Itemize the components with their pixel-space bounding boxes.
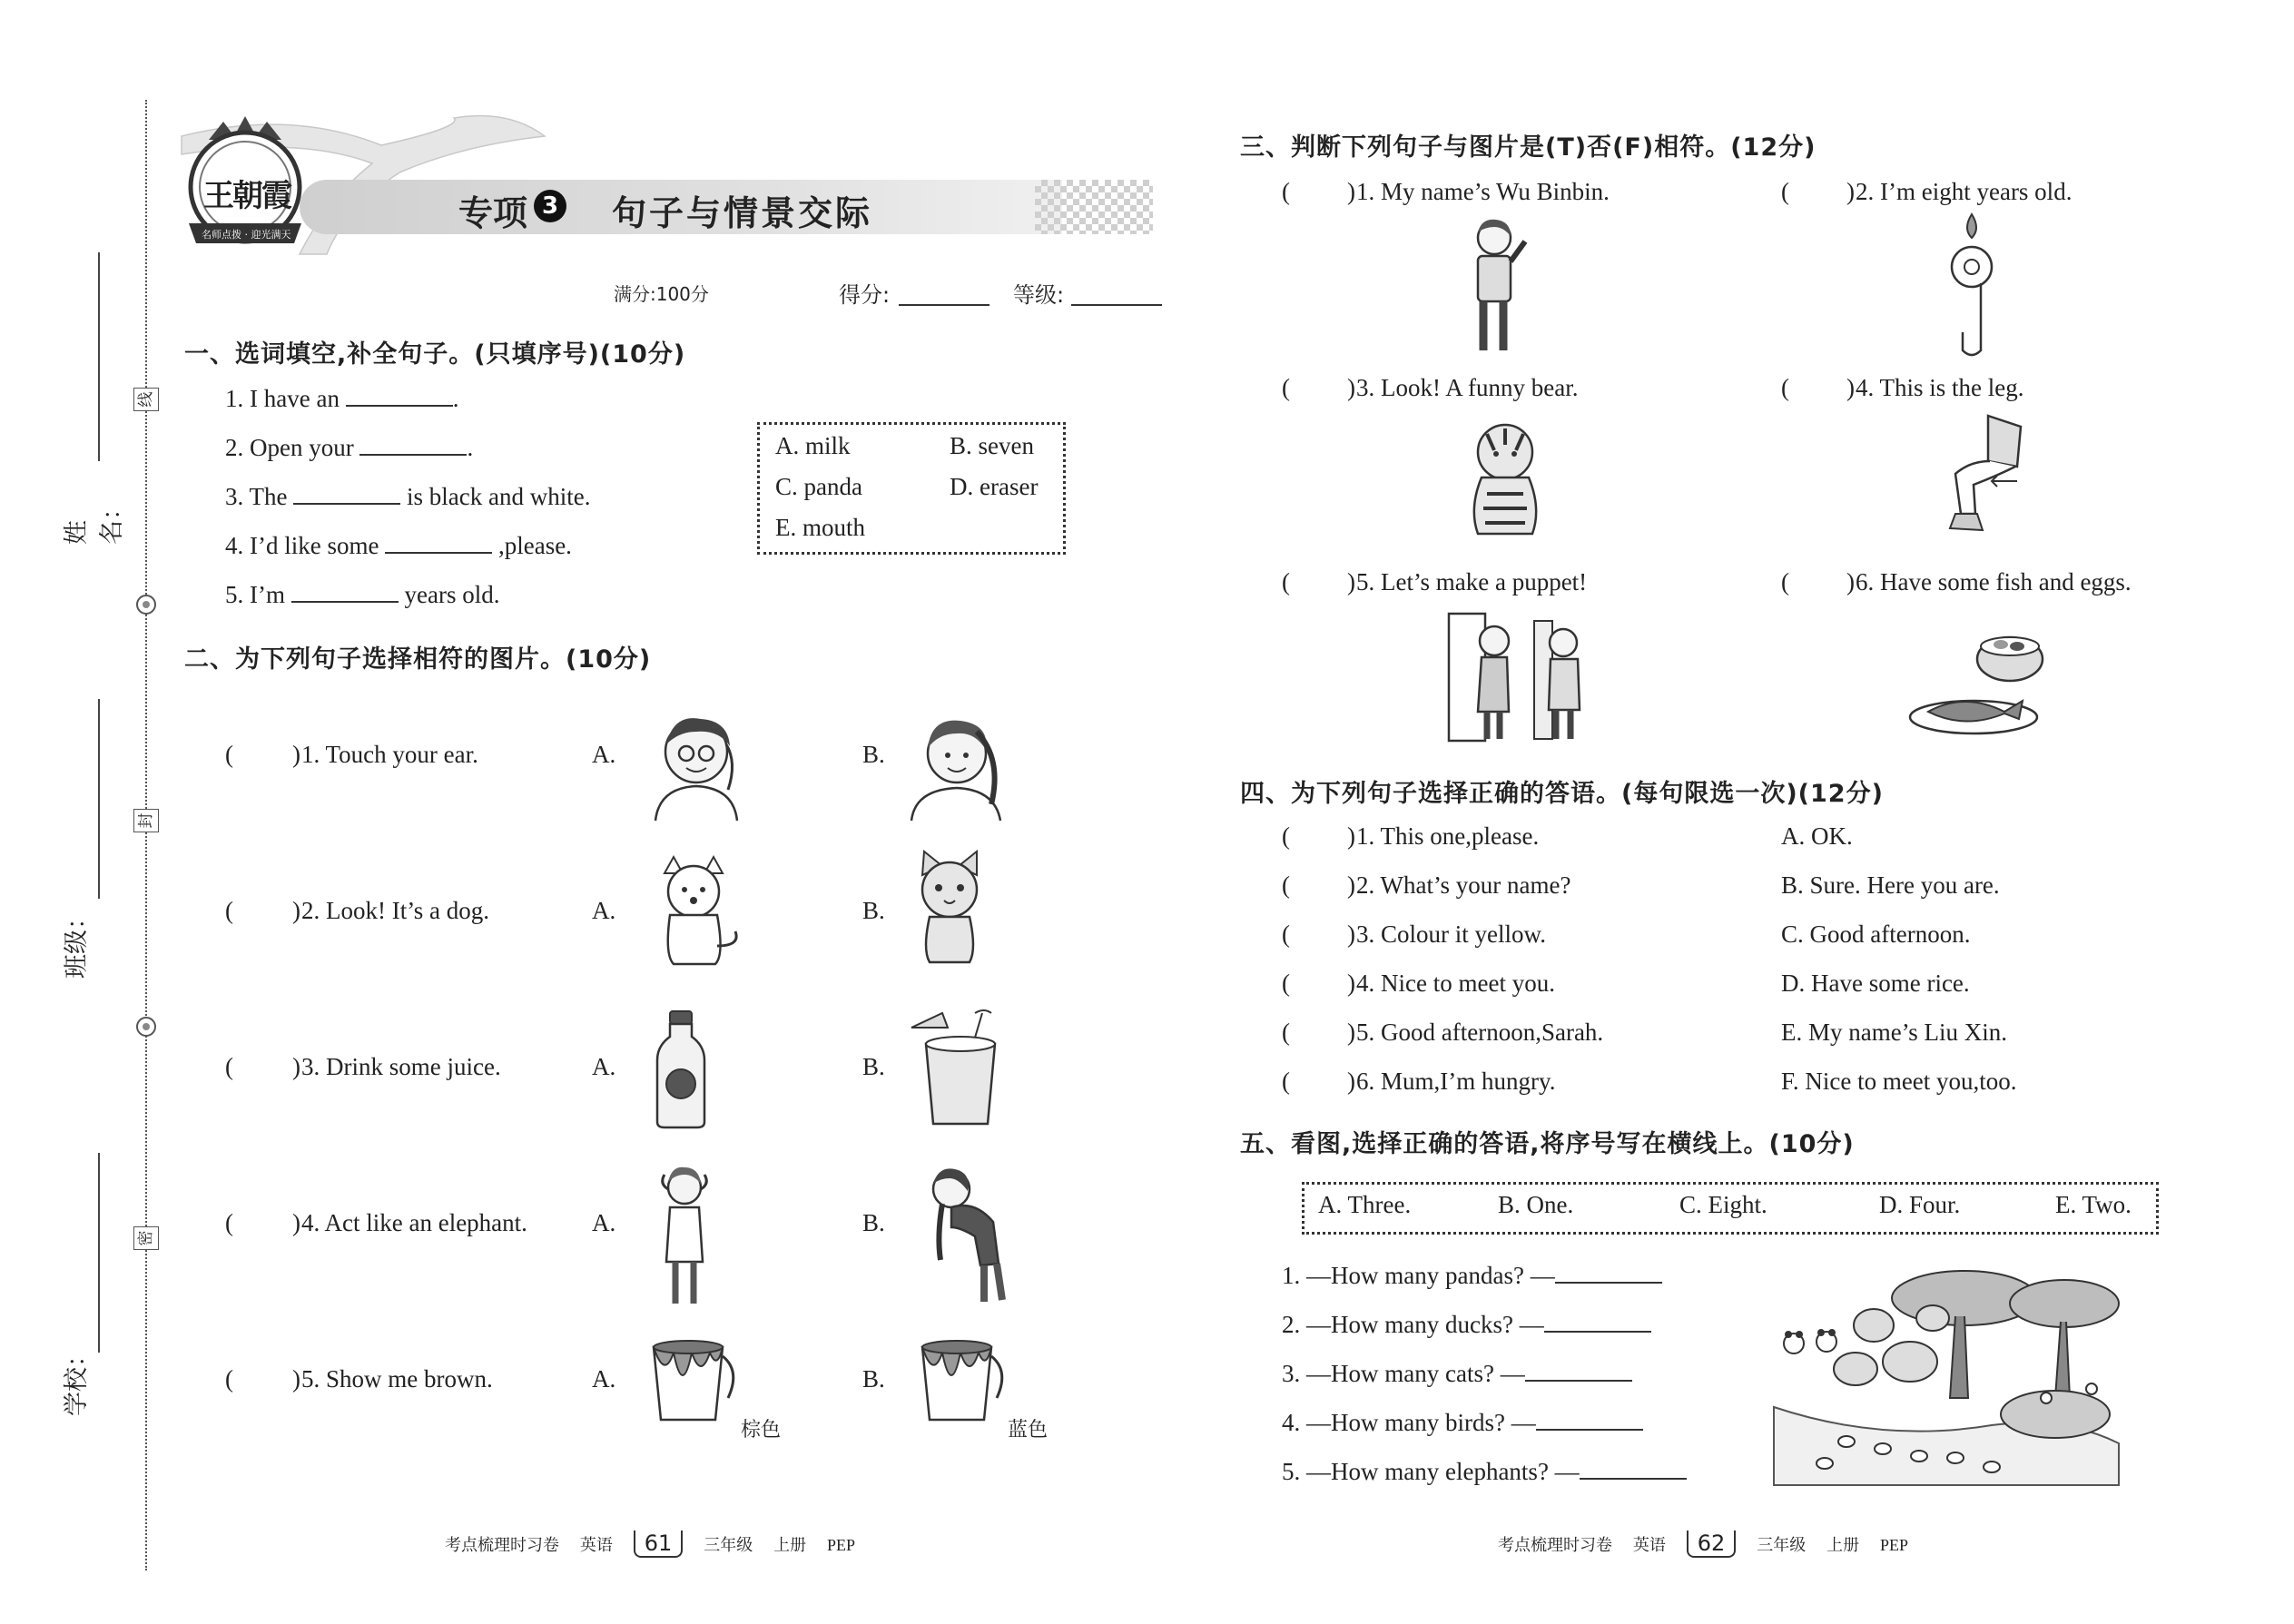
grade-label: 等级: (1013, 282, 1065, 308)
s1-item-5 (225, 581, 499, 609)
s3-lparen: ( (1282, 568, 1290, 595)
s1-item-text: 5. I’m (225, 581, 285, 608)
s4-question: 6. Mum,I’m hungry. (1356, 1068, 1556, 1095)
s5-question-5 (1282, 1458, 1687, 1486)
footer-grade: 三年级 (1757, 1536, 1807, 1555)
s1-item-4 (225, 532, 572, 560)
s5-answer-blank[interactable] (1555, 1262, 1662, 1284)
s1-option: D. eraser (950, 473, 1039, 500)
s3-lparen: ( (1282, 374, 1290, 401)
s1-item-1 (225, 385, 458, 413)
class-label: 班级： (63, 905, 91, 979)
topic-label: 专项 (458, 193, 528, 233)
s5-question-text: 4. —How many birds? — (1282, 1409, 1536, 1436)
s5-answer-blank[interactable] (1544, 1311, 1651, 1333)
s2-lparen: ( (225, 1365, 233, 1393)
s4-question: 1. This one,please. (1356, 822, 1540, 850)
s2-rparen: ) (292, 1365, 300, 1393)
tiger-picture (1451, 418, 1560, 539)
s2-item-text: 2. Look! It’s a dog. (301, 897, 489, 924)
footer-series: 考点梳理时习卷 (445, 1536, 559, 1555)
s3-lparen: ( (1781, 178, 1789, 205)
s4-answer-slot[interactable] (1295, 868, 1347, 899)
dog-picture (646, 855, 741, 968)
section3-heading: 三、判断下列句子与图片是(T)否(F)相符。(12分) (1240, 133, 1816, 162)
s1-option: C. panda (775, 473, 862, 500)
footer-subject: 英语 (1632, 1536, 1666, 1555)
s3-item-text: 2. I’m eight years old. (1856, 178, 2072, 205)
s4-lparen: ( (1282, 1019, 1290, 1046)
boy-elephant-picture (915, 1164, 1015, 1305)
s2-answer-slot[interactable] (238, 1049, 292, 1080)
s3-lparen: ( (1282, 178, 1290, 205)
s3-answer-slot[interactable] (1794, 370, 1846, 401)
paint-bucket-icon (915, 1334, 1015, 1425)
s1-item-2 (225, 434, 473, 462)
s5-question-3 (1282, 1360, 1632, 1388)
header-banner (163, 100, 1162, 272)
section5-heading: 五、看图,选择正确的答语,将序号写在横线上。(10分) (1240, 1130, 1855, 1158)
s1-item-text: ,please. (497, 532, 572, 559)
s4-answer-slot[interactable] (1295, 1015, 1347, 1046)
s2-answer-slot[interactable] (238, 1362, 292, 1393)
s2-answer-slot[interactable] (238, 893, 292, 924)
footer-right (1498, 1530, 1908, 1558)
s3-rparen: ) (1846, 178, 1855, 205)
s3-rparen: ) (1347, 374, 1355, 401)
s4-answer-option: B. Sure. Here you are. (1781, 871, 2000, 899)
leg-picture (1934, 416, 2024, 537)
s4-answer-option: C. Good afternoon. (1781, 920, 1971, 948)
s3-answer-slot[interactable] (1295, 565, 1347, 595)
s2-lparen: ( (225, 741, 233, 768)
s4-rparen: ) (1347, 871, 1355, 899)
s3-lparen: ( (1781, 568, 1789, 595)
s2-item-text: 5. Show me brown. (301, 1365, 493, 1393)
s5-question-text: 5. —How many elephants? — (1282, 1458, 1580, 1485)
s4-rparen: ) (1347, 822, 1355, 850)
footer-term: 上册 (1826, 1536, 1860, 1555)
s5-question-text: 1. —How many pandas? — (1282, 1262, 1555, 1289)
s2-rparen: ) (292, 1209, 300, 1236)
s4-rparen: ) (1347, 969, 1355, 997)
s1-item-text: 4. I’d like some (225, 532, 379, 559)
s4-rparen: ) (1347, 1019, 1355, 1046)
s3-answer-slot[interactable] (1794, 565, 1846, 595)
logo-ribbon-text: 名师点拨 · 迎光满天 (202, 229, 291, 241)
s5-question-1 (1282, 1262, 1662, 1290)
s1-answer-blank[interactable] (346, 385, 453, 407)
grade-field[interactable] (1071, 304, 1162, 306)
s2-lparen: ( (225, 897, 233, 924)
s2-rparen: ) (292, 741, 300, 768)
s3-item-text: 4. This is the leg. (1856, 374, 2024, 401)
s3-answer-slot[interactable] (1295, 174, 1347, 205)
s4-answer-slot[interactable] (1295, 819, 1347, 850)
s4-answer-option: E. My name’s Liu Xin. (1781, 1019, 2007, 1046)
class-field[interactable] (98, 699, 100, 899)
s5-answer-blank[interactable] (1525, 1360, 1632, 1382)
s2-item-text: 4. Act like an elephant. (301, 1209, 527, 1236)
checker-pattern (1035, 180, 1153, 234)
s3-answer-slot[interactable] (1794, 174, 1846, 205)
s4-question: 2. What’s your name? (1356, 871, 1571, 899)
animal-scene-picture (1774, 1262, 2119, 1485)
footer-page-number: 61 (634, 1530, 684, 1558)
seal-mark-close: 密 (133, 1226, 159, 1250)
paint-color-label-b: 蓝色 (1008, 1419, 1049, 1442)
footer-edition: PEP (827, 1536, 856, 1554)
s3-item-text: 1. My name’s Wu Binbin. (1356, 178, 1610, 205)
school-label: 学校： (63, 1343, 91, 1416)
s5-option: C. Eight. (1679, 1191, 1767, 1218)
s4-rparen: ) (1347, 920, 1355, 948)
s2-label-b: B. (862, 741, 885, 768)
s2-answer-slot[interactable] (238, 1206, 292, 1236)
s1-item-text: . (452, 385, 459, 412)
s5-option: A. Three. (1318, 1191, 1412, 1218)
s2-label-a: A. (592, 1053, 616, 1080)
s2-label-a: A. (592, 1365, 616, 1393)
school-field[interactable] (98, 1153, 100, 1353)
name-field[interactable] (98, 252, 100, 461)
s2-lparen: ( (225, 1053, 233, 1080)
paint-color-label-a: 棕色 (741, 1419, 782, 1442)
s5-option: E. Two. (2055, 1191, 2132, 1218)
footer-term: 上册 (773, 1536, 807, 1555)
s4-lparen: ( (1282, 969, 1290, 997)
section1-heading: 一、选词填空,补全句子。(只填序号)(10分) (184, 340, 686, 369)
s3-rparen: ) (1846, 568, 1855, 595)
footer-left (445, 1530, 855, 1558)
boy-waving-picture (1465, 214, 1538, 358)
s2-label-b: B. (862, 1053, 885, 1080)
s5-question-2 (1282, 1311, 1651, 1339)
s4-answer-option: D. Have some rice. (1781, 969, 1970, 997)
s1-item-3 (225, 483, 590, 511)
s1-option: E. mouth (775, 514, 865, 541)
full-score: 满分:100分 (614, 283, 709, 305)
topic-number-badge: 3 (534, 190, 566, 222)
binding-circle-icon (134, 1015, 158, 1038)
footer-grade: 三年级 (704, 1536, 753, 1555)
s4-answer-slot[interactable] (1295, 917, 1347, 948)
s2-label-a: A. (592, 741, 616, 768)
s4-answer-slot[interactable] (1295, 1064, 1347, 1095)
juice-glass-picture (911, 1008, 1011, 1127)
s4-answer-option: A. OK. (1781, 822, 1853, 850)
kids-at-door-picture (1443, 612, 1589, 744)
score-field[interactable] (899, 304, 989, 306)
paint-bucket-icon (646, 1334, 746, 1425)
s4-lparen: ( (1282, 1068, 1290, 1095)
s3-rparen: ) (1347, 178, 1355, 205)
s2-item-text: 3. Drink some juice. (301, 1053, 501, 1080)
footer-page-number: 62 (1687, 1530, 1737, 1558)
s5-question-text: 3. —How many cats? — (1282, 1360, 1525, 1387)
s4-question: 3. Colour it yellow. (1356, 920, 1546, 948)
girl-ears-picture (657, 1162, 712, 1307)
s2-label-b: B. (862, 1209, 885, 1236)
s5-answer-blank[interactable] (1580, 1458, 1687, 1480)
logo-text: 王朝霞 (203, 178, 290, 214)
section2-heading: 二、为下列句子选择相符的图片。(10分) (184, 645, 652, 674)
s3-answer-slot[interactable] (1295, 370, 1347, 401)
s3-lparen: ( (1781, 374, 1789, 401)
s1-item-text: years old. (404, 581, 500, 608)
s4-lparen: ( (1282, 871, 1290, 899)
s1-option: B. seven (950, 432, 1034, 459)
s2-label-b: B. (862, 897, 885, 924)
s2-label-b: B. (862, 1365, 885, 1393)
s1-item-text: 1. I have an (225, 385, 340, 412)
binding-margin (0, 0, 163, 1624)
s1-item-text: is black and white. (407, 483, 591, 510)
s3-item-text: 3. Look! A funny bear. (1356, 374, 1579, 401)
s4-lparen: ( (1282, 822, 1290, 850)
boy-touching-head-picture (904, 704, 1004, 821)
name-label: 姓名： (63, 496, 126, 545)
s4-question: 4. Nice to meet you. (1356, 969, 1555, 997)
s1-item-text: 2. Open your (225, 434, 354, 461)
s2-label-a: A. (592, 897, 616, 924)
s4-answer-slot[interactable] (1295, 966, 1347, 997)
footer-edition: PEP (1880, 1536, 1909, 1554)
score-label: 得分: (839, 282, 891, 308)
fish-and-eggs-picture (1910, 623, 2046, 737)
s2-answer-slot[interactable] (238, 737, 292, 768)
topic-title: 句子与情景交际 (612, 193, 873, 233)
milk-bottle-picture (654, 1009, 708, 1129)
s3-rparen: ) (1347, 568, 1355, 595)
candle-number-nine-picture (1944, 214, 1999, 359)
s3-item-text: 5. Let’s make a puppet! (1356, 568, 1588, 595)
s1-item-text: 3. The (225, 483, 288, 510)
s1-answer-blank[interactable] (291, 581, 399, 603)
s5-question-text: 2. —How many ducks? — (1282, 1311, 1544, 1338)
s2-rparen: ) (292, 1053, 300, 1080)
s5-option: D. Four. (1879, 1191, 1961, 1218)
s5-question-4 (1282, 1409, 1643, 1437)
footer-subject: 英语 (579, 1536, 613, 1555)
cut-line (145, 100, 147, 1570)
s4-lparen: ( (1282, 920, 1290, 948)
s1-option: A. milk (775, 432, 851, 459)
s3-item-text: 6. Have some fish and eggs. (1856, 568, 2132, 595)
boy-glasses-picture (646, 708, 746, 821)
s2-item-text: 1. Touch your ear. (301, 741, 478, 768)
s4-answer-option: F. Nice to meet you,too. (1781, 1068, 2017, 1095)
s1-answer-blank[interactable] (385, 532, 492, 554)
s4-question: 5. Good afternoon,Sarah. (1356, 1019, 1604, 1046)
s2-rparen: ) (292, 897, 300, 924)
s3-rparen: ) (1846, 374, 1855, 401)
s5-option: B. One. (1498, 1191, 1574, 1218)
s2-lparen: ( (225, 1209, 233, 1236)
section4-heading: 四、为下列句子选择正确的答语。(每句限选一次)(12分) (1240, 780, 1884, 808)
seal-mark-seal: 封 (133, 809, 159, 832)
s2-label-a: A. (592, 1209, 616, 1236)
s5-answer-blank[interactable] (1536, 1409, 1643, 1431)
s4-rparen: ) (1347, 1068, 1355, 1095)
s1-item-text: . (467, 434, 474, 461)
s1-answer-blank[interactable] (359, 434, 467, 456)
s1-answer-blank[interactable] (293, 483, 400, 505)
seal-mark-line: 线 (133, 388, 159, 411)
cat-picture (902, 850, 997, 966)
binding-circle-icon (134, 593, 158, 616)
footer-series: 考点梳理时习卷 (1498, 1536, 1612, 1555)
